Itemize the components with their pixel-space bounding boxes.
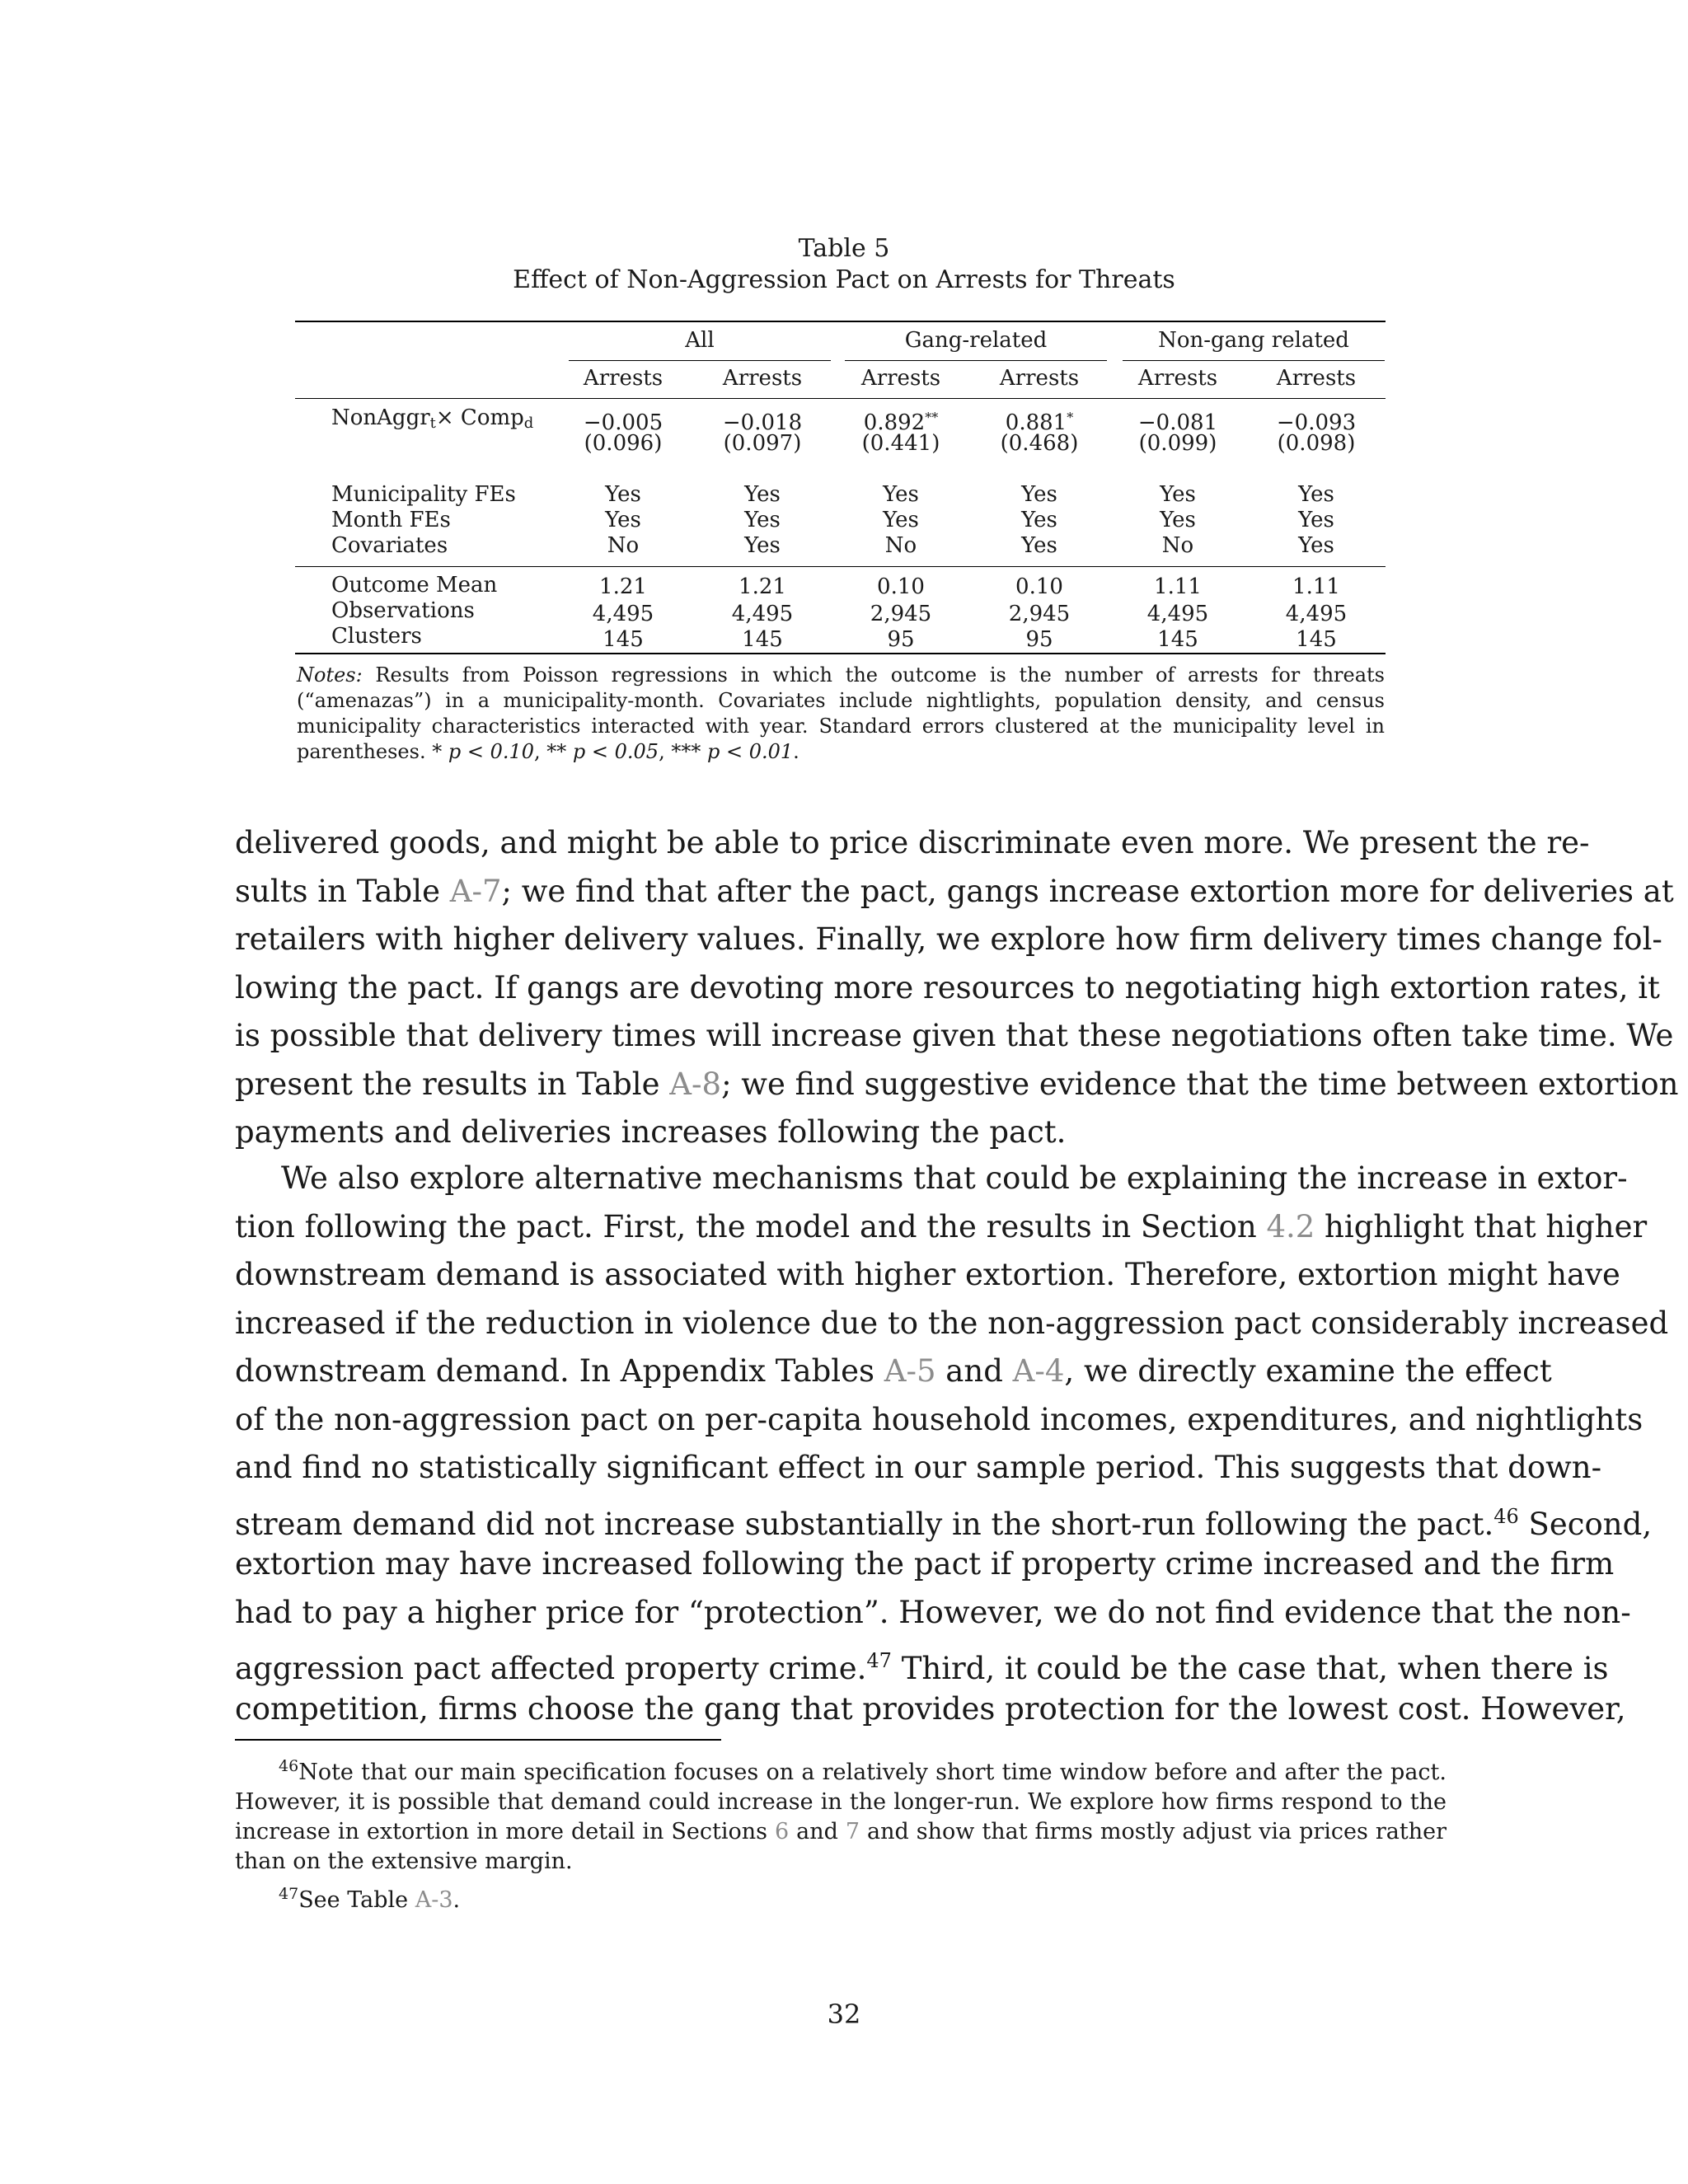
control-cell: Yes: [1298, 508, 1334, 532]
stat-cell: 1.21: [738, 574, 786, 599]
control-cell: No: [884, 533, 917, 558]
table-bottom-rule: [295, 653, 1386, 654]
table-top-rule: [295, 321, 1386, 322]
table-number: Table 5: [798, 234, 890, 263]
footnote-marker[interactable]: 46: [1493, 1504, 1519, 1528]
footnote-46: $^{46}$Note that our main specification focuses on a relatively short time window before and after the pact. However, it is possible that demand could increase in the longer-run. We explore how firms respond to the increase in extortion in more detail in Sections 6 and 7 and show that firms mostly adjust via prices rather than on the extensive margin.: [235, 1757, 1447, 1874]
paragraph-line: present the results in Table A-8; we find suggestive evidence that the time between extortion: [235, 1066, 1679, 1102]
stat-cell: 0.10: [1015, 574, 1063, 599]
paragraph-line: downstream demand is associated with higher extortion. Therefore, extortion might have: [235, 1257, 1620, 1292]
coefficient-cell: −0.093: [1276, 410, 1357, 435]
footnote-47: $^{47}$See Table A-3.: [279, 1885, 461, 1913]
footnote-rule: [235, 1739, 721, 1741]
control-cell: Yes: [1021, 482, 1057, 507]
section-reference-link[interactable]: 6: [774, 1819, 790, 1844]
coefficient-label: NonAggr$_t$× Comp$_d$: [331, 405, 534, 432]
std-error-cell: (0.096): [584, 431, 663, 456]
control-cell: Yes: [1160, 482, 1196, 507]
stat-cell: 145: [1157, 627, 1198, 652]
stat-cell: 95: [887, 627, 915, 652]
stat-cell: 1.11: [1292, 574, 1340, 599]
column-header: Arrests: [1276, 366, 1357, 391]
paragraph-2: [235, 1155, 1669, 1733]
paragraph-line: retailers with higher delivery values. Finally, we explore how firm delivery times change fol-: [235, 921, 1662, 957]
paragraph-line: extortion may have increased following the pact if property crime increased and the firm: [235, 1546, 1615, 1582]
column-header: Arrests: [722, 366, 803, 391]
paragraph-line: and find no statistically significant effect in our sample period. This suggests that down-: [235, 1450, 1602, 1485]
column-header: Arrests: [860, 366, 941, 391]
table-reference-link[interactable]: A-4: [1012, 1353, 1065, 1389]
stat-cell: 4,495: [1285, 602, 1348, 626]
stat-label: Outcome Mean: [331, 573, 498, 598]
table-reference-link[interactable]: A-5: [884, 1353, 936, 1389]
controls-bottom-rule: [295, 566, 1386, 567]
stat-label: Clusters: [331, 624, 422, 649]
paragraph-line: We also explore alternative mechanisms that could be explaining the increase in extor-: [281, 1160, 1628, 1196]
table-notes: Notes: Results from Poisson regressions in which the outcome is the number of arrests for threats (“amenazas”) in a municipality-month. Covariates include nightlights, population density, and census municipality characteristics interacted with year. Standard errors clustered at the municipality level in parentheses. * p < 0.10, ** p < 0.05, *** p < 0.01.: [297, 663, 1385, 763]
std-error-cell: (0.097): [723, 431, 802, 456]
table-reference-link[interactable]: A-8: [669, 1066, 722, 1102]
header-bottom-rule: [295, 398, 1386, 399]
control-label: Month FEs: [331, 508, 451, 532]
group-rule-all: [569, 360, 831, 361]
footnote-marker[interactable]: 47: [866, 1649, 892, 1672]
paragraph-line: increased if the reduction in violence due to the non-aggression pact considerably increased: [235, 1305, 1669, 1341]
paragraph-line: had to pay a higher price for “protection”. However, we do not find evidence that the non-: [235, 1594, 1631, 1630]
stat-cell: 4,495: [1146, 602, 1209, 626]
paragraph-line: of the non-aggression pact on per-capita household incomes, expenditures, and nightlights: [235, 1401, 1643, 1437]
group-rule-gang: [845, 360, 1107, 361]
column-header: Arrests: [583, 366, 663, 391]
table-reference-link[interactable]: A-3: [415, 1887, 453, 1913]
group-header-gang: Gang-related: [904, 328, 1048, 353]
stat-cell: 4,495: [592, 602, 654, 626]
paragraph-line: lowing the pact. If gangs are devoting more resources to negotiating high extortion rates, it: [235, 969, 1660, 1005]
group-rule-nongang: [1123, 360, 1385, 361]
coefficient-cell: 0.892**: [863, 410, 939, 435]
stat-cell: 145: [603, 627, 644, 652]
paragraph-line: delivered goods, and might be able to price discriminate even more. We present the re-: [235, 825, 1590, 860]
control-cell: Yes: [744, 482, 781, 507]
control-cell: Yes: [605, 482, 641, 507]
table-reference-link[interactable]: A-7: [449, 873, 502, 909]
control-cell: Yes: [1160, 508, 1196, 532]
coefficient-cell: −0.005: [583, 410, 663, 435]
table-title: Effect of Non-Aggression Pact on Arrests for Threats: [513, 265, 1175, 294]
stat-cell: 145: [742, 627, 783, 652]
control-cell: Yes: [1298, 533, 1334, 558]
paragraph-line: sults in Table A-7; we find that after the pact, gangs increase extortion more for deliveries at: [235, 873, 1674, 909]
stat-cell: 1.11: [1154, 574, 1202, 599]
stat-cell: 0.10: [877, 574, 925, 599]
control-cell: Yes: [605, 508, 641, 532]
paragraph-1: [235, 819, 1679, 1157]
paragraph-line: stream demand did not increase substantially in the short-run following the pact.$^{46}$ Second,: [235, 1504, 1653, 1542]
page-number: 32: [827, 1999, 861, 2030]
stat-label: Observations: [331, 598, 475, 623]
std-error-cell: (0.099): [1138, 431, 1217, 456]
paragraph-line: competition, firms choose the gang that provides protection for the lowest cost. However,: [235, 1690, 1626, 1727]
std-error-cell: (0.468): [1000, 431, 1079, 456]
coefficient-cell: −0.018: [722, 410, 803, 435]
paragraph-line: tion following the pact. First, the model and the results in Section 4.2 highlight that higher: [235, 1208, 1648, 1244]
stat-cell: 4,495: [731, 602, 794, 626]
stat-cell: 1.21: [599, 574, 647, 599]
control-cell: Yes: [1021, 533, 1057, 558]
stat-cell: 145: [1296, 627, 1337, 652]
paragraph-line: payments and deliveries increases following the pact.: [235, 1114, 1067, 1150]
paragraph-line: aggression pact affected property crime.$^{47}$ Third, it could be the case that, when there is: [235, 1649, 1609, 1686]
control-label: Municipality FEs: [331, 482, 516, 507]
control-cell: No: [607, 533, 640, 558]
section-reference-link[interactable]: 4.2: [1266, 1208, 1315, 1244]
control-cell: Yes: [744, 533, 781, 558]
stat-cell: 2,945: [870, 602, 932, 626]
control-cell: Yes: [1298, 482, 1334, 507]
column-header: Arrests: [999, 366, 1080, 391]
column-header: Arrests: [1137, 366, 1218, 391]
control-cell: No: [1161, 533, 1194, 558]
section-reference-link[interactable]: 7: [845, 1819, 860, 1844]
std-error-cell: (0.441): [861, 431, 940, 456]
paragraph-line: is possible that delivery times will increase given that these negotiations often take time. We: [235, 1018, 1674, 1053]
std-error-cell: (0.098): [1277, 431, 1356, 456]
coefficient-cell: 0.881*: [1005, 410, 1074, 435]
group-header-nongang: Non-gang related: [1158, 328, 1349, 353]
control-label: Covariates: [331, 533, 448, 558]
coefficient-cell: −0.081: [1137, 410, 1218, 435]
stat-cell: 95: [1025, 627, 1053, 652]
control-cell: Yes: [1021, 508, 1057, 532]
control-cell: Yes: [883, 482, 919, 507]
group-header-all: All: [685, 328, 715, 353]
control-cell: Yes: [744, 508, 781, 532]
stat-cell: 2,945: [1008, 602, 1071, 626]
paragraph-line: downstream demand. In Appendix Tables A-5 and A-4, we directly examine the effect: [235, 1353, 1552, 1389]
control-cell: Yes: [883, 508, 919, 532]
